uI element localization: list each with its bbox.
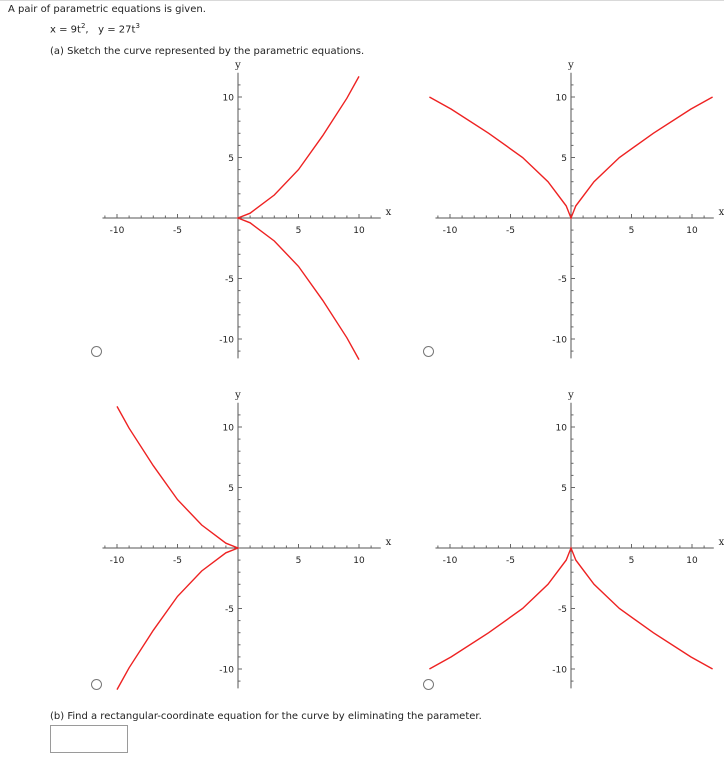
equation-separator: , (85, 24, 89, 36)
x-tick-label: 5 (295, 556, 302, 566)
y-tick-label: 10 (222, 423, 234, 434)
x-tick-label: -5 (173, 556, 182, 566)
y-tick-label: -5 (558, 605, 567, 615)
graph-option-3 (92, 389, 392, 692)
x-tick-label: -5 (506, 556, 515, 566)
x-tick-label: 10 (686, 556, 698, 566)
radio-option-2[interactable] (423, 346, 434, 357)
graph-option-1 (92, 59, 392, 362)
equation-x-exponent: 2 (80, 22, 86, 30)
top-divider (0, 0, 724, 1)
y-axis-label: y (235, 389, 241, 401)
y-tick-label: -10 (219, 665, 234, 676)
equation-x: x = 9t (50, 24, 81, 36)
radio-option-1[interactable] (91, 346, 102, 357)
equation-y-exponent: 3 (135, 22, 140, 30)
y-tick-label: -5 (225, 605, 234, 615)
y-tick-label: 5 (228, 154, 234, 164)
parametric-equations (50, 22, 140, 35)
rectangular-equation-input[interactable] (50, 725, 128, 753)
graph-option-4 (425, 389, 724, 692)
y-tick-label: -10 (219, 335, 234, 346)
part-b-question: (b) Find a rectangular-coordinate equation for the curve by eliminating the parameter. (50, 711, 482, 722)
problem-prompt: A pair of parametric equations is given. (8, 4, 206, 15)
radio-option-3[interactable] (91, 679, 102, 690)
x-axis-label: x (385, 207, 392, 218)
x-tick-label: 5 (628, 556, 635, 566)
graph-option-2 (425, 59, 724, 362)
radio-option-4[interactable] (423, 679, 434, 690)
x-tick-label: -10 (109, 556, 125, 566)
x-tick-label: -10 (442, 556, 458, 566)
y-tick-label: 10 (555, 93, 567, 104)
y-tick-label: 5 (561, 484, 567, 494)
x-tick-label: 10 (353, 556, 365, 566)
y-tick-label: -5 (225, 275, 234, 285)
x-axis-label: x (385, 537, 392, 548)
y-tick-label: 10 (222, 93, 234, 104)
x-tick-label: -5 (173, 226, 182, 236)
y-axis-label: y (568, 389, 574, 401)
x-tick-label: 10 (686, 226, 698, 236)
x-tick-label: -10 (109, 226, 125, 236)
y-axis-label: y (235, 59, 241, 71)
y-tick-label: 10 (555, 423, 567, 434)
x-tick-label: -5 (506, 226, 515, 236)
x-tick-label: -10 (442, 226, 458, 236)
y-axis-label: y (568, 59, 574, 71)
y-tick-label: 5 (561, 154, 567, 164)
x-tick-label: 10 (353, 226, 365, 236)
equation-y: y = 27t (98, 24, 136, 36)
x-axis-label: x (718, 207, 724, 218)
part-a-question: (a) Sketch the curve represented by the parametric equations. (50, 46, 365, 57)
y-tick-label: 5 (228, 484, 234, 494)
y-tick-label: -5 (558, 275, 567, 285)
y-tick-label: -10 (552, 665, 567, 676)
x-tick-label: 5 (295, 226, 302, 236)
x-tick-label: 5 (628, 226, 635, 236)
x-axis-label: x (718, 537, 724, 548)
y-tick-label: -10 (552, 335, 567, 346)
